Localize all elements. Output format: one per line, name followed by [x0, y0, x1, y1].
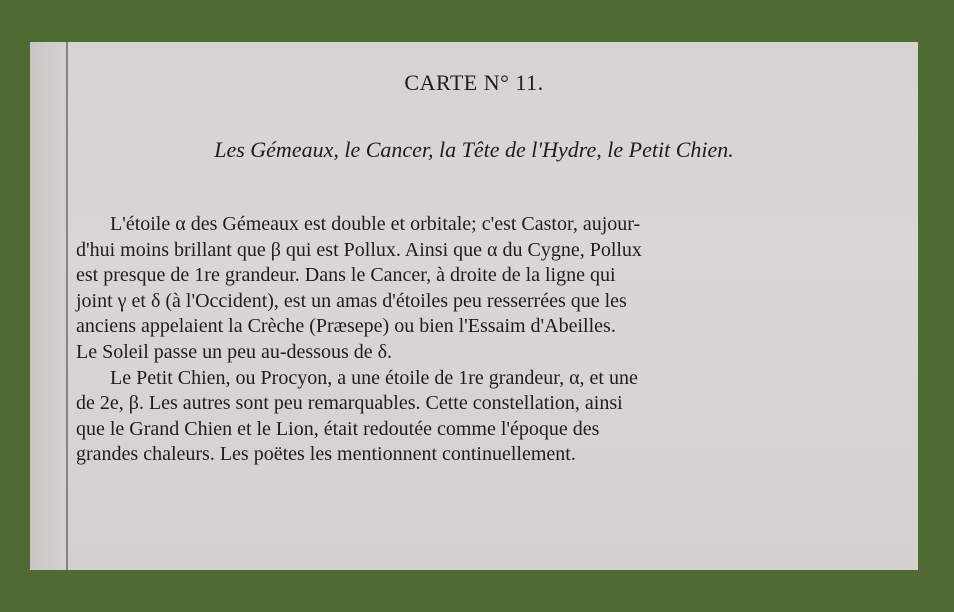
page-subtitle: Les Gémeaux, le Cancer, la Tête de l'Hydre, le Petit Chien.	[214, 137, 734, 162]
text-line: joint γ et δ (à l'Occident), est un amas d'étoiles peu resserrées que les	[76, 289, 627, 312]
text-line: Le Petit Chien, ou Procyon, a une étoile de 1re grandeur, α, et une	[110, 366, 638, 389]
text-line: est presque de 1re grandeur. Dans le Cancer, à droite de la ligne qui	[76, 264, 616, 287]
book-page	[30, 42, 918, 570]
text-line: d'hui moins brillant que β qui est Pollux. Ainsi que α du Cygne, Pollux	[76, 238, 642, 261]
body-text	[76, 212, 866, 468]
text-line: Le Soleil passe un peu au-dessous de δ.	[76, 340, 393, 363]
text-line: L'étoile α des Gémeaux est double et orbitale; c'est Castor, aujour-	[110, 213, 641, 235]
text-line: anciens appelaient la Crèche (Præsepe) ou bien l'Essaim d'Abeilles.	[76, 315, 616, 338]
page-title: CARTE N° 11.	[404, 70, 544, 95]
text-line: grandes chaleurs. Les poëtes les mentionnent continuellement.	[76, 443, 576, 466]
text-line: que le Grand Chien et le Lion, était redoutée comme l'époque des	[76, 417, 600, 440]
margin-rule	[66, 42, 68, 570]
text-line: de 2e, β. Les autres sont peu remarquables. Cette constellation, ainsi	[76, 392, 623, 415]
page-gutter	[30, 42, 66, 570]
